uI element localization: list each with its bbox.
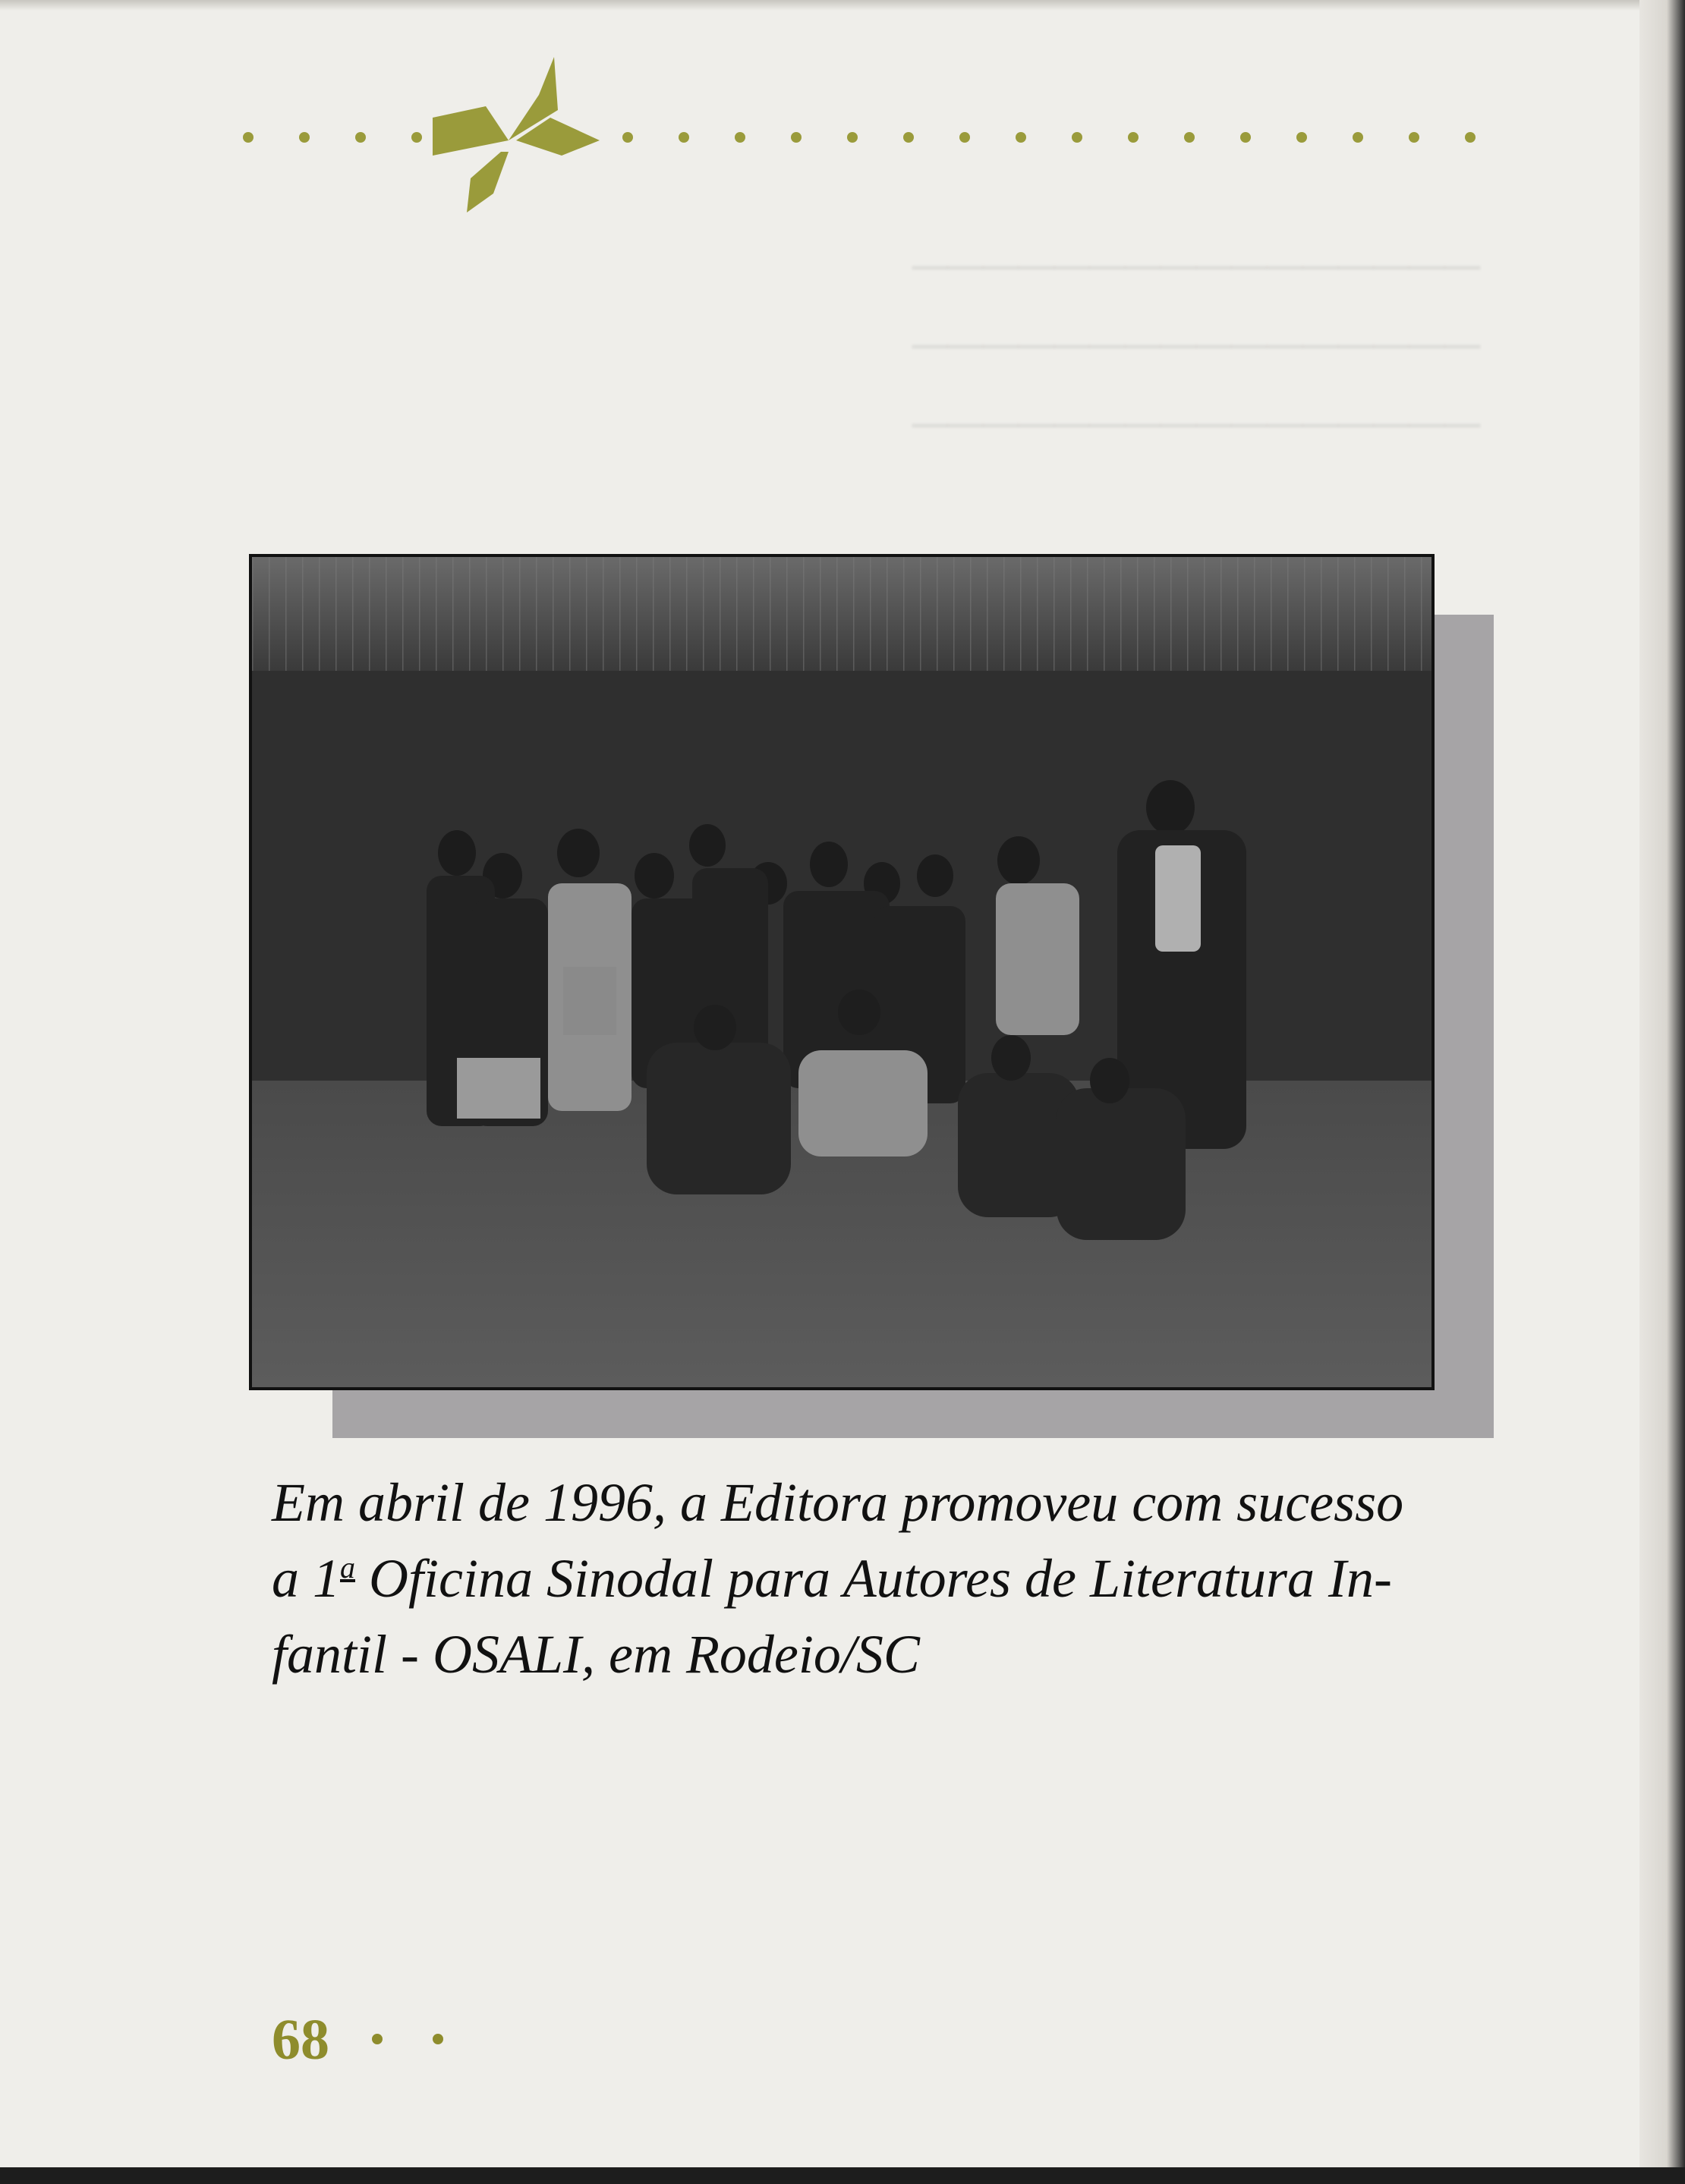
header-dot (791, 132, 802, 143)
footer-dot (372, 2034, 383, 2044)
header-dot (1240, 132, 1251, 143)
page-bottom-edge (0, 2167, 1685, 2184)
header-dot (622, 132, 633, 143)
header-dot (1072, 132, 1082, 143)
header-dot (411, 132, 422, 143)
group-photo-image (252, 557, 1431, 1387)
page-top-edge (0, 0, 1685, 11)
page-number: 68 (272, 2008, 329, 2072)
header-dot (355, 132, 366, 143)
header-dot (735, 132, 745, 143)
group-photo (249, 554, 1435, 1390)
header-dot (1409, 132, 1419, 143)
caption-line-1: Em abril de 1996, a Editora promoveu com sucesso (272, 1472, 1404, 1533)
header-dot (299, 132, 310, 143)
header-dot (903, 132, 914, 143)
caption-line-2 (272, 1540, 1509, 1616)
header-dot (1296, 132, 1307, 143)
header-dot (1353, 132, 1363, 143)
sinodal-cross-leaf-icon (425, 57, 607, 216)
header-dot (959, 132, 970, 143)
caption-line-3: fantil - OSALI, em Rodeio/SC (272, 1624, 920, 1685)
photo-caption (272, 1465, 1509, 1692)
header-dot (1016, 132, 1026, 143)
caption-line-2-suffix: Oficina Sinodal para Autores de Literatura In- (355, 1548, 1392, 1609)
footer-dot (433, 2034, 443, 2044)
header-dot (847, 132, 858, 143)
header-dot (1184, 132, 1195, 143)
header-dot-row (235, 121, 1495, 152)
bleed-through-texture: ──────────────── ──────────────── ──────────────── (912, 239, 1480, 452)
header-dot (1465, 132, 1476, 143)
caption-ordinal-indicator: a (340, 1550, 355, 1585)
header-dot (243, 132, 254, 143)
page-right-edge (1639, 0, 1685, 2184)
header-dot (679, 132, 689, 143)
caption-line-2-prefix: a 1 (272, 1548, 340, 1609)
header-dot (1128, 132, 1139, 143)
